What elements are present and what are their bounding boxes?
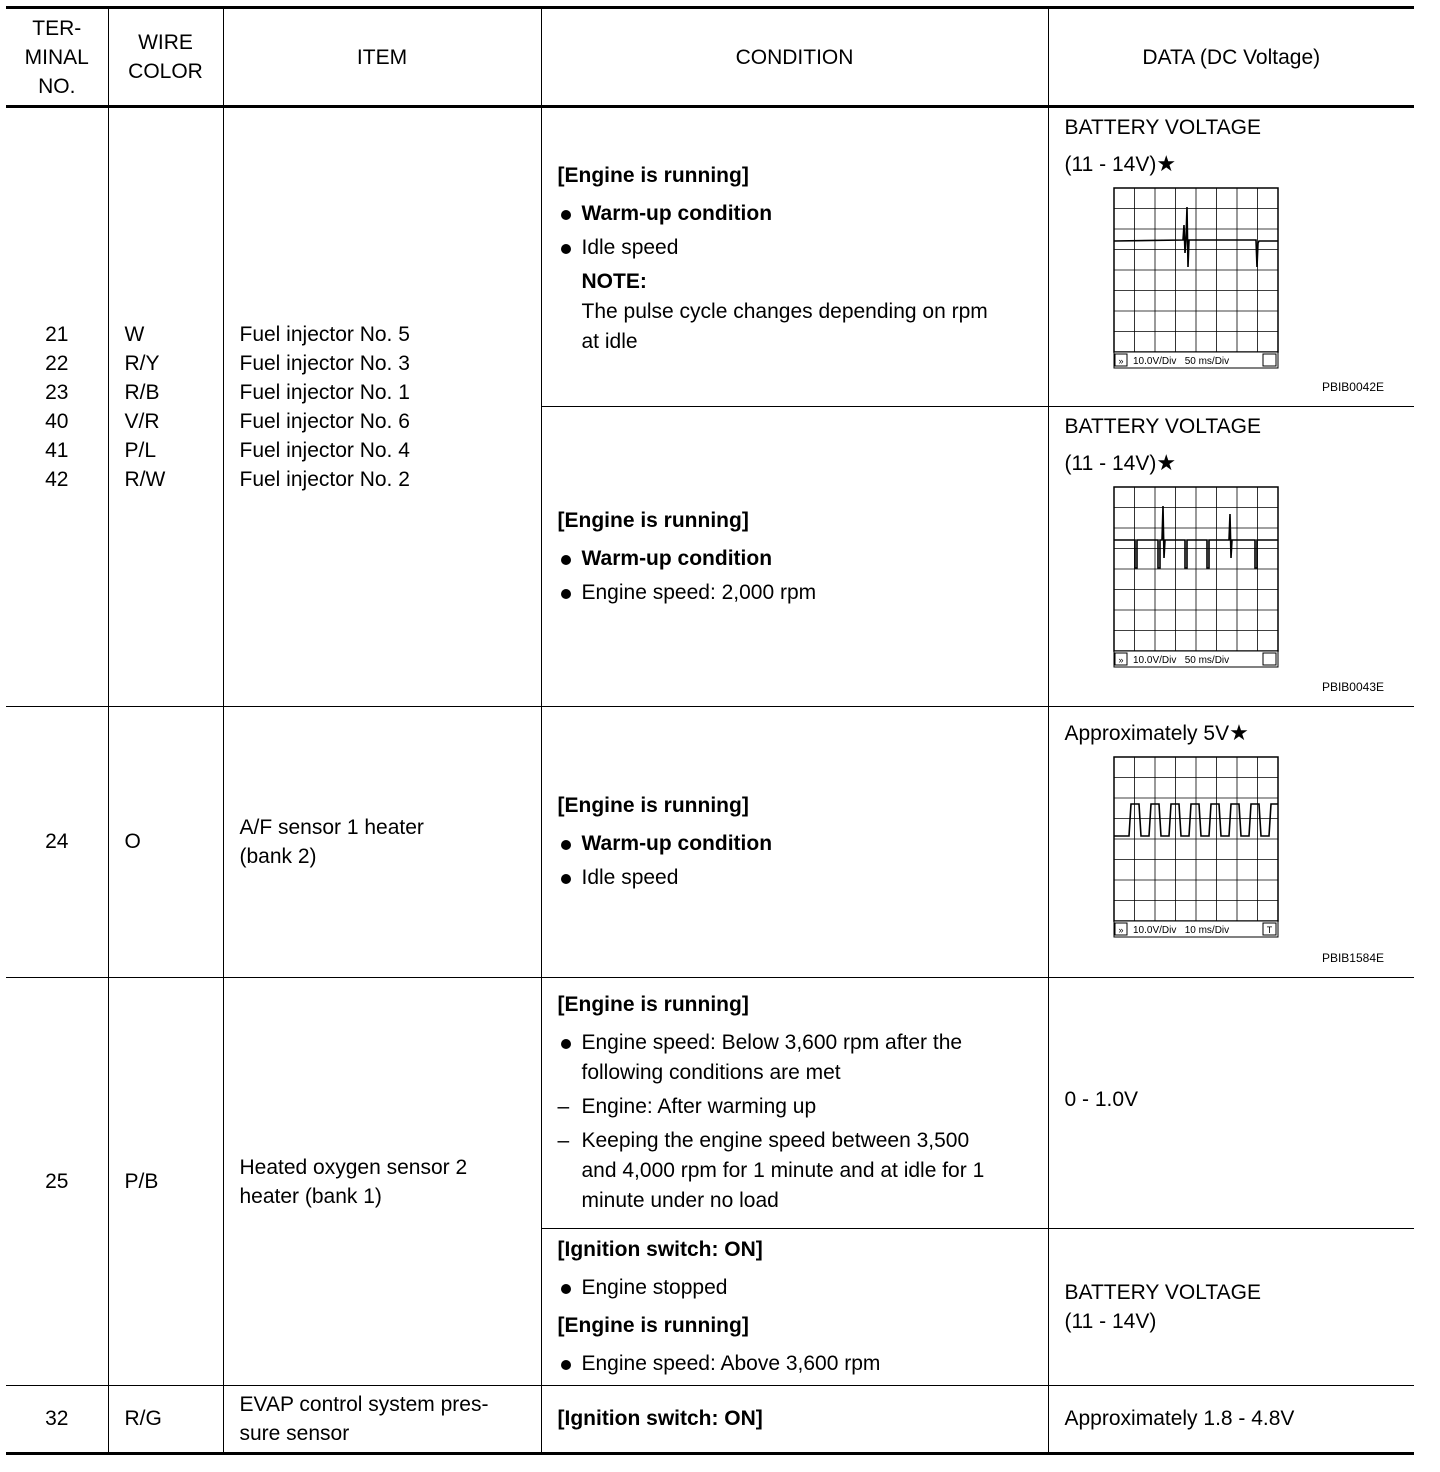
item-cell: A/F sensor 1 heater (bank 2) <box>223 707 541 978</box>
figure-code: PBIB0042E <box>1321 380 1384 394</box>
table-row <box>6 978 1414 1229</box>
star-icon: ★ <box>1156 450 1177 475</box>
oscilloscope-waveform <box>1113 486 1279 668</box>
star-icon: ★ <box>1156 151 1177 176</box>
wire-color-cell: O <box>108 707 223 978</box>
terminal-cell: 21 22 23 40 41 42 <box>6 107 108 707</box>
item-cell: Fuel injector No. 5 Fuel injector No. 3 Fuel injector No. 1 Fuel injector No. 6 Fuel injector No. 4 Fuel injector No. 2 <box>223 107 541 707</box>
figure-code: PBIB1584E <box>1321 951 1384 965</box>
oscilloscope-waveform <box>1113 756 1279 938</box>
wire-color-cell: R/G <box>108 1386 223 1454</box>
table-row <box>6 707 1414 978</box>
condition-cell: [Engine is running] Warm-up condition Engine speed: 2,000 rpm <box>541 407 1048 707</box>
data-cell: BATTERY VOLTAGE (11 - 14V)★ » 10.0V/Div 50 ms/Div PBIB0042E <box>1048 107 1414 407</box>
wire-color-cell: P/B <box>108 978 223 1386</box>
wire-color-cell: W R/Y R/B V/R P/L R/W <box>108 107 223 707</box>
header-condition: CONDITION <box>541 8 1048 107</box>
star-icon: ★ <box>1229 720 1249 745</box>
header-data: DATA (DC Voltage) <box>1048 8 1414 107</box>
data-cell: BATTERY VOLTAGE (11 - 14V)★ » 10.0V/Div 50 ms/Div PBIB0043E <box>1048 407 1414 707</box>
condition-cell: [Ignition switch: ON] <box>541 1386 1048 1454</box>
terminal-data-table <box>6 6 1414 1455</box>
condition-cell: [Engine is running] Engine speed: Below 3,600 rpm after the following conditions are met – Engine: After warming up – Keeping the engine speed between 3,500 and 4,000 rpm for 1 minute and at idle for 1 minute under no load <box>541 978 1048 1229</box>
svg-text:»: » <box>1117 925 1124 935</box>
condition-cell: [Engine is running] Warm-up condition Idle speed NOTE: The pulse cycle changes depending on rpm at idle <box>541 107 1048 407</box>
svg-text:»: » <box>1117 356 1124 366</box>
header-wire-color: WIRE COLOR <box>108 8 223 107</box>
data-cell: 0 - 1.0V <box>1048 978 1414 1229</box>
svg-text:»: » <box>1117 655 1124 665</box>
data-cell: Approximately 5V★ » 10.0V/Div 10 ms/Div T PBIB1584E <box>1048 707 1414 978</box>
terminal-cell: 25 <box>6 978 108 1386</box>
data-cell: BATTERY VOLTAGE (11 - 14V) <box>1048 1229 1414 1386</box>
condition-cell: [Ignition switch: ON] Engine stopped [Engine is running] Engine speed: Above 3,600 rpm <box>541 1229 1048 1386</box>
scope-scale-label: 10.0V/Div 10 ms/Div <box>1132 925 1229 936</box>
terminal-cell: 24 <box>6 707 108 978</box>
figure-code: PBIB0043E <box>1321 680 1384 694</box>
condition-cell: [Engine is running] Warm-up condition Idle speed <box>541 707 1048 978</box>
table-row <box>6 1386 1414 1454</box>
trigger-label: T <box>1266 925 1272 935</box>
scope-scale-label: 10.0V/Div 50 ms/Div <box>1132 356 1229 367</box>
header-row <box>6 8 1414 107</box>
terminal-cell: 32 <box>6 1386 108 1454</box>
table-row <box>6 107 1414 407</box>
item-cell: Heated oxygen sensor 2 heater (bank 1) <box>223 978 541 1386</box>
data-cell: Approximately 1.8 - 4.8V <box>1048 1386 1414 1454</box>
item-cell: EVAP control system pres- sure sensor <box>223 1386 541 1454</box>
scope-scale-label: 10.0V/Div 50 ms/Div <box>1132 655 1229 666</box>
header-terminal: TER- MINAL NO. <box>6 8 108 107</box>
header-item: ITEM <box>223 8 541 107</box>
oscilloscope-waveform <box>1113 187 1279 369</box>
